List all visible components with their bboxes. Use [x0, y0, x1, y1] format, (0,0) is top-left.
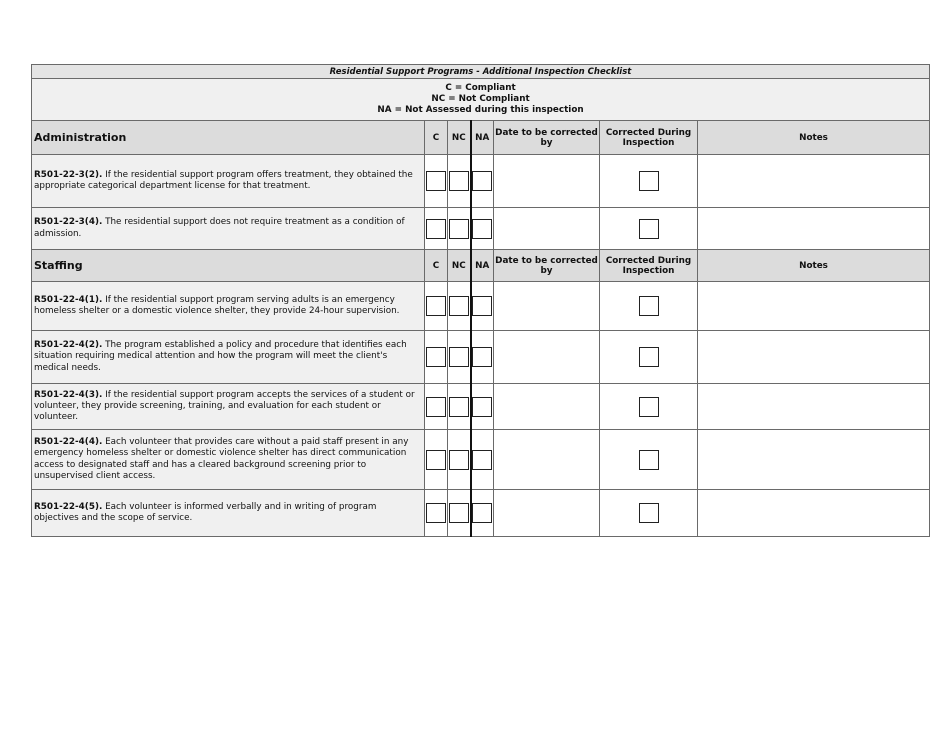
- section-title-staffing: Staffing: [32, 250, 425, 282]
- notes-field[interactable]: [698, 384, 930, 430]
- date-to-be-corrected-field[interactable]: [494, 490, 600, 537]
- date-to-be-corrected-field[interactable]: [494, 430, 600, 490]
- date-to-be-corrected-field[interactable]: [494, 282, 600, 331]
- table-row: [32, 384, 930, 430]
- not-assessed-checkbox[interactable]: [472, 296, 492, 316]
- corrected-during-inspection-checkbox[interactable]: [639, 397, 659, 417]
- inspection-checklist-table: [31, 64, 930, 537]
- corrected-during-inspection-checkbox[interactable]: [639, 296, 659, 316]
- not-compliant-checkbox[interactable]: [449, 450, 469, 470]
- not-assessed-checkbox[interactable]: [472, 219, 492, 239]
- compliant-checkbox[interactable]: [426, 450, 446, 470]
- table-row: [32, 430, 930, 490]
- not-assessed-checkbox[interactable]: [472, 450, 492, 470]
- requirement-code: R501-22-3(2).: [34, 169, 103, 180]
- requirement-description: If the residential support program accepts the services of a student or volunteer, they provide screening, training, and evaluation for each student or volunteer.: [34, 389, 415, 423]
- requirement-text: [32, 490, 425, 537]
- table-row: [32, 331, 930, 384]
- date-to-be-corrected-field[interactable]: [494, 384, 600, 430]
- not-compliant-checkbox[interactable]: [449, 296, 469, 316]
- table-row: [32, 282, 930, 331]
- legend-not-assessed: NA = Not Assessed during this inspection: [377, 105, 584, 115]
- table-row: [32, 208, 930, 250]
- corrected-during-inspection-checkbox[interactable]: [639, 171, 659, 191]
- col-header-nc: NC: [448, 250, 471, 282]
- notes-field[interactable]: [698, 155, 930, 208]
- requirement-code: R501-22-4(2).: [34, 340, 103, 351]
- requirement-description: If the residential support program offers treatment, they obtained the appropriate categorical department license for that treatment.: [34, 169, 413, 191]
- corrected-during-inspection-checkbox[interactable]: [639, 219, 659, 239]
- requirement-description: Each volunteer is informed verbally and in writing of program objectives and the scope of service.: [34, 501, 377, 523]
- col-header-c: C: [425, 250, 448, 282]
- compliant-checkbox[interactable]: [426, 503, 446, 523]
- requirement-text: [32, 430, 425, 490]
- corrected-during-inspection-checkbox[interactable]: [639, 450, 659, 470]
- requirement-code: R501-22-4(4).: [34, 436, 103, 447]
- not-compliant-checkbox[interactable]: [449, 219, 469, 239]
- compliant-checkbox[interactable]: [426, 219, 446, 239]
- col-header-corrected: Corrected During Inspection: [600, 121, 698, 155]
- requirement-description: Each volunteer that provides care without a paid staff present in any emergency homeless shelter or domestic violence shelter has direct communication access to designated staff and has a cleared background screening prior to unsupervised client access.: [34, 436, 409, 481]
- requirement-text: [32, 282, 425, 331]
- compliant-checkbox[interactable]: [426, 347, 446, 367]
- date-to-be-corrected-field[interactable]: [494, 208, 600, 250]
- col-header-notes: Notes: [698, 250, 930, 282]
- notes-field[interactable]: [698, 490, 930, 537]
- requirement-description: The program established a policy and procedure that identifies each situation requiring medical attention and how the program will meet the client's medical needs.: [34, 340, 407, 373]
- checklist-title: Residential Support Programs - Additional Inspection Checklist: [32, 65, 930, 79]
- section-title-administration: Administration: [32, 121, 425, 155]
- requirement-code: R501-22-4(1).: [34, 294, 103, 305]
- corrected-during-inspection-checkbox[interactable]: [639, 347, 659, 367]
- date-to-be-corrected-field[interactable]: [494, 155, 600, 208]
- col-header-nc: NC: [448, 121, 471, 155]
- col-header-date: Date to be corrected by: [494, 121, 600, 155]
- not-compliant-checkbox[interactable]: [449, 171, 469, 191]
- not-assessed-checkbox[interactable]: [472, 397, 492, 417]
- not-compliant-checkbox[interactable]: [449, 503, 469, 523]
- table-row: [32, 155, 930, 208]
- requirement-text: [32, 331, 425, 384]
- table-row: [32, 490, 930, 537]
- notes-field[interactable]: [698, 208, 930, 250]
- requirement-code: R501-22-3(4).: [34, 217, 103, 228]
- notes-field[interactable]: [698, 331, 930, 384]
- requirement-description: The residential support does not require treatment as a condition of admission.: [34, 217, 405, 239]
- requirement-code: R501-22-4(3).: [34, 389, 103, 400]
- col-header-notes: Notes: [698, 121, 930, 155]
- requirement-text: [32, 155, 425, 208]
- col-header-na: NA: [471, 250, 494, 282]
- compliant-checkbox[interactable]: [426, 397, 446, 417]
- legend-not-compliant: NC = Not Compliant: [431, 94, 530, 104]
- legend: [32, 79, 930, 121]
- requirement-text: [32, 384, 425, 430]
- date-to-be-corrected-field[interactable]: [494, 331, 600, 384]
- not-assessed-checkbox[interactable]: [472, 347, 492, 367]
- col-header-c: C: [425, 121, 448, 155]
- not-compliant-checkbox[interactable]: [449, 397, 469, 417]
- col-header-corrected: Corrected During Inspection: [600, 250, 698, 282]
- compliant-checkbox[interactable]: [426, 296, 446, 316]
- col-header-date: Date to be corrected by: [494, 250, 600, 282]
- not-compliant-checkbox[interactable]: [449, 347, 469, 367]
- col-header-na: NA: [471, 121, 494, 155]
- not-assessed-checkbox[interactable]: [472, 503, 492, 523]
- corrected-during-inspection-checkbox[interactable]: [639, 503, 659, 523]
- requirement-text: [32, 208, 425, 250]
- notes-field[interactable]: [698, 430, 930, 490]
- legend-compliant: C = Compliant: [445, 83, 516, 93]
- not-assessed-checkbox[interactable]: [472, 171, 492, 191]
- requirement-description: If the residential support program serving adults is an emergency homeless shelter or a domestic violence shelter, they provide 24-hour supervision.: [34, 294, 400, 316]
- requirement-code: R501-22-4(5).: [34, 501, 103, 512]
- compliant-checkbox[interactable]: [426, 171, 446, 191]
- notes-field[interactable]: [698, 282, 930, 331]
